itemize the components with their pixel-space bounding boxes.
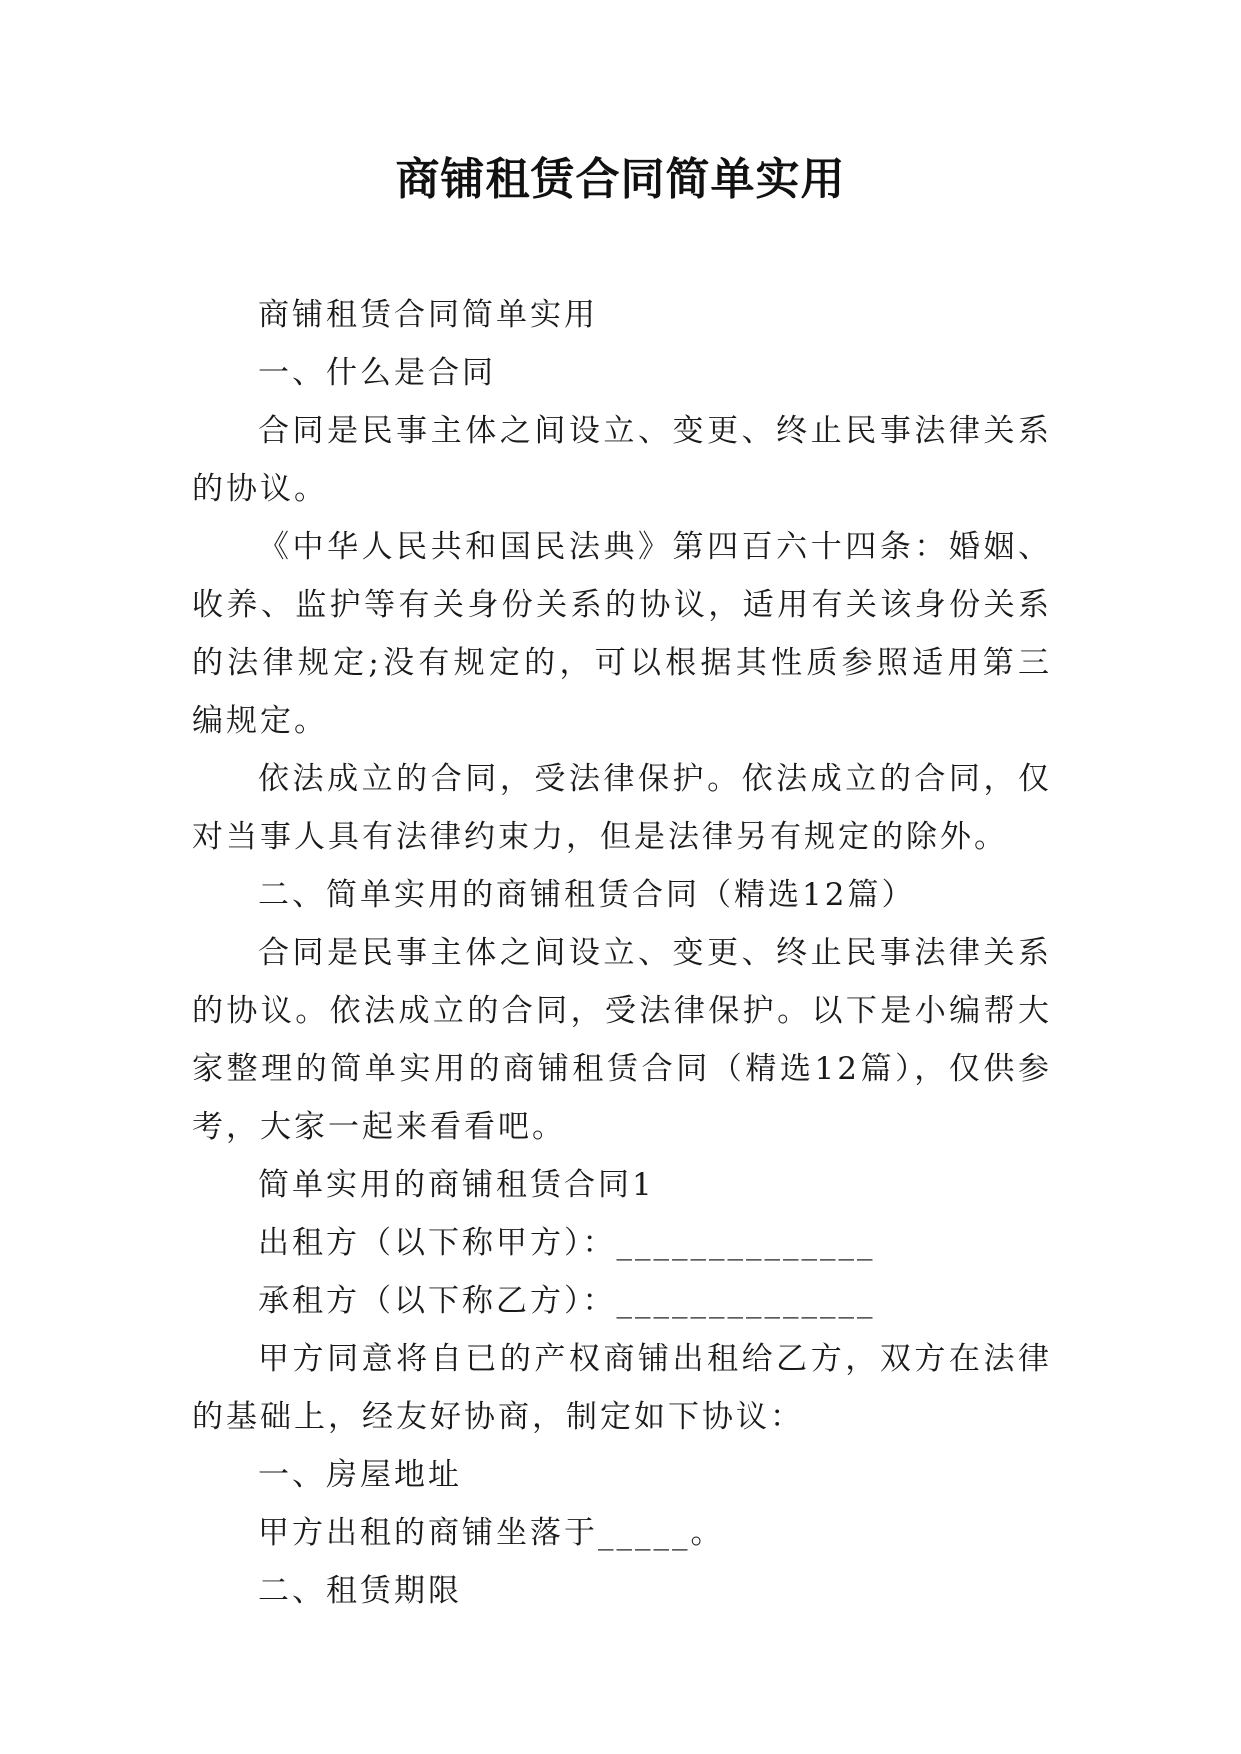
paragraph-civil-code-article: 《中华人民共和国民法典》第四百六十四条：婚姻、收养、监护等有关身份关系的协议，适用有关该身份关系的法律规定;没有规定的，可以根据其性质参照适用第三编规定。 [192, 529, 1052, 739]
contract-heading-1: 简单实用的商铺租赁合同1 [258, 1167, 655, 1203]
lessee-line: 承租方（以下称乙方）：______________ [258, 1283, 876, 1319]
paragraph-subtitle: 商铺租赁合同简单实用 [258, 297, 598, 333]
paragraph-address: 甲方出租的商铺坐落于_____。 [258, 1515, 725, 1551]
lessor-line: 出租方（以下称甲方）：______________ [258, 1225, 876, 1261]
paragraph-contract-definition: 合同是民事主体之间设立、变更、终止民事法律关系的协议。 [192, 413, 1052, 507]
clause-heading-term: 二、租赁期限 [258, 1573, 462, 1609]
document-body [192, 286, 1052, 1620]
paragraph-legal-protection: 依法成立的合同，受法律保护。依法成立的合同，仅对当事人具有法律约束力，但是法律另有规定的除外。 [192, 761, 1052, 855]
clause-heading-address: 一、房屋地址 [258, 1457, 462, 1493]
document-title: 商铺租赁合同简单实用 [395, 154, 846, 205]
paragraph-agreement: 甲方同意将自已的产权商铺出租给乙方，双方在法律的基础上，经友好协商，制定如下协议： [192, 1341, 1052, 1435]
paragraph-intro: 合同是民事主体之间设立、变更、终止民事法律关系的协议。依法成立的合同，受法律保护。以下是小编帮大家整理的简单实用的商铺租赁合同（精选12篇），仅供参考，大家一起来看看吧。 [192, 935, 1052, 1145]
section-heading-simple-contracts: 二、简单实用的商铺租赁合同（精选12篇） [258, 877, 916, 913]
section-heading-what-is-contract: 一、什么是合同 [258, 355, 496, 391]
